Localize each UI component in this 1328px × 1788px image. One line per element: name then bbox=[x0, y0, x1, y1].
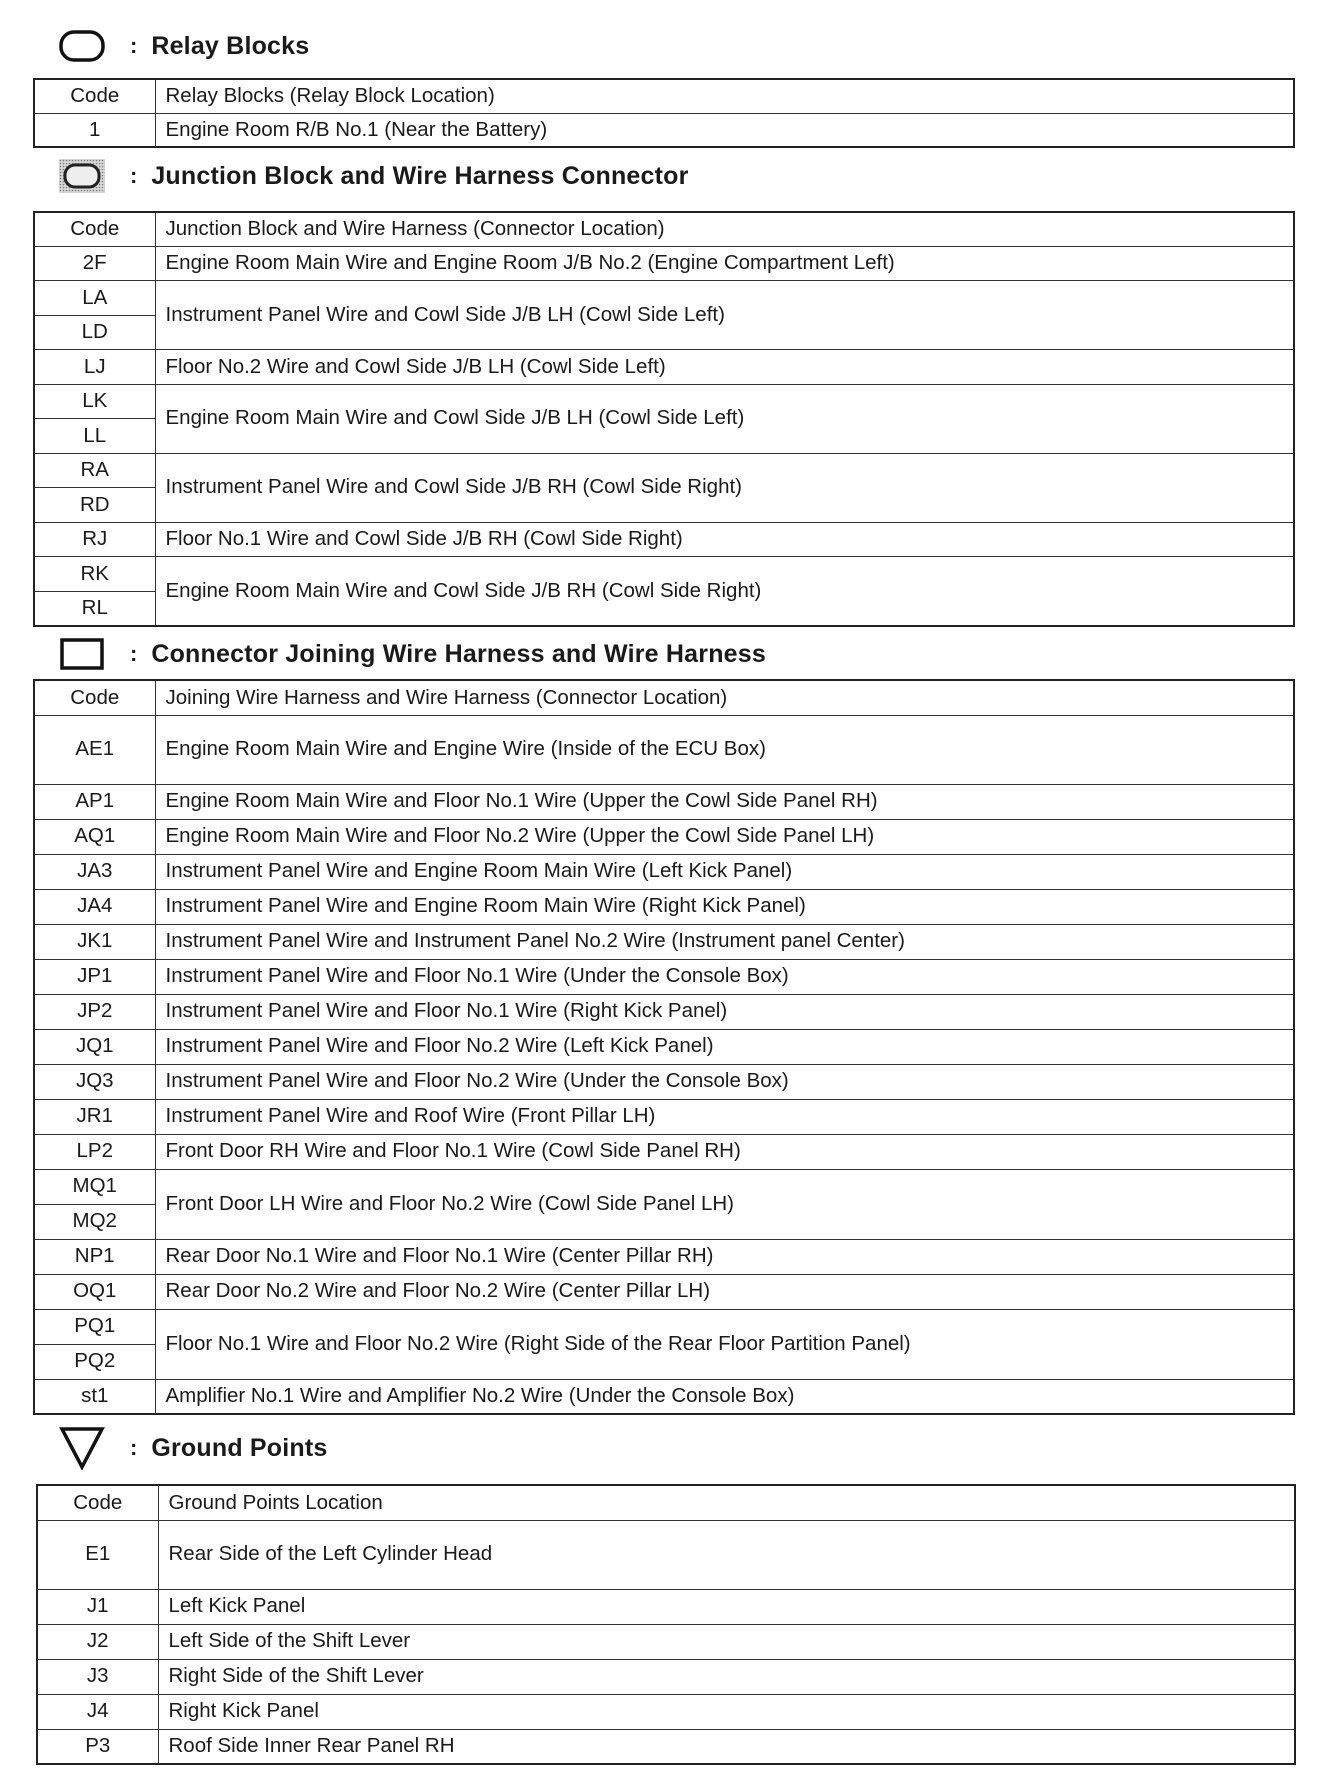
code-header: Code bbox=[34, 79, 155, 113]
table-row bbox=[34, 1134, 1294, 1169]
location-cell: Roof Side Inner Rear Panel RH bbox=[158, 1729, 1295, 1764]
code-cell: RK bbox=[34, 557, 155, 592]
table-row bbox=[34, 1274, 1294, 1309]
code-cell: LK bbox=[34, 384, 155, 419]
connector-icon bbox=[56, 632, 108, 676]
table-row bbox=[34, 522, 1294, 557]
code-header: Code bbox=[37, 1485, 158, 1520]
section-title: Ground Points bbox=[151, 1433, 328, 1462]
table-row bbox=[34, 959, 1294, 994]
code-header: Code bbox=[34, 212, 155, 246]
section-title: Connector Joining Wire Harness and Wire Harness bbox=[151, 639, 766, 668]
location-cell: Engine Room Main Wire and Engine Room J/B No.2 (Engine Compartment Left) bbox=[155, 246, 1294, 281]
table-header-row bbox=[34, 79, 1294, 113]
table-row bbox=[34, 384, 1294, 419]
location-cell: Instrument Panel Wire and Floor No.1 Wire (Under the Console Box) bbox=[155, 959, 1294, 994]
ground-points-heading bbox=[56, 1424, 328, 1472]
location-cell: Floor No.2 Wire and Cowl Side J/B LH (Cowl Side Left) bbox=[155, 350, 1294, 385]
location-cell: Left Side of the Shift Lever bbox=[158, 1624, 1295, 1659]
code-cell: J4 bbox=[37, 1694, 158, 1729]
code-cell: JQ3 bbox=[34, 1064, 155, 1099]
code-cell: st1 bbox=[34, 1379, 155, 1414]
code-cell: E1 bbox=[37, 1520, 158, 1589]
code-cell: MQ1 bbox=[34, 1169, 155, 1204]
location-cell: Engine Room Main Wire and Floor No.1 Wire (Upper the Cowl Side Panel RH) bbox=[155, 784, 1294, 819]
table-row bbox=[34, 994, 1294, 1029]
junction-block-table bbox=[33, 211, 1295, 627]
location-cell: Instrument Panel Wire and Engine Room Main Wire (Left Kick Panel) bbox=[155, 854, 1294, 889]
code-cell: AQ1 bbox=[34, 819, 155, 854]
location-cell: Instrument Panel Wire and Instrument Panel No.2 Wire (Instrument panel Center) bbox=[155, 924, 1294, 959]
junction-block-icon bbox=[56, 154, 108, 198]
code-cell: RA bbox=[34, 453, 155, 488]
location-cell: Left Kick Panel bbox=[158, 1589, 1295, 1624]
code-cell: PQ1 bbox=[34, 1309, 155, 1344]
location-cell: Instrument Panel Wire and Engine Room Main Wire (Right Kick Panel) bbox=[155, 889, 1294, 924]
table-row bbox=[37, 1520, 1295, 1589]
location-cell: Instrument Panel Wire and Cowl Side J/B RH (Cowl Side Right) bbox=[155, 453, 1294, 522]
location-cell: Floor No.1 Wire and Cowl Side J/B RH (Cowl Side Right) bbox=[155, 522, 1294, 557]
code-cell: P3 bbox=[37, 1729, 158, 1764]
code-cell: JA3 bbox=[34, 854, 155, 889]
table-header-row bbox=[34, 212, 1294, 246]
table-row bbox=[34, 113, 1294, 147]
table-row bbox=[34, 453, 1294, 488]
table-row bbox=[34, 281, 1294, 316]
location-cell: Engine Room Main Wire and Cowl Side J/B RH (Cowl Side Right) bbox=[155, 557, 1294, 626]
table-row bbox=[34, 246, 1294, 281]
ground-points-table bbox=[36, 1484, 1296, 1765]
location-cell: Instrument Panel Wire and Floor No.2 Wire (Left Kick Panel) bbox=[155, 1029, 1294, 1064]
code-cell: JK1 bbox=[34, 924, 155, 959]
table-row bbox=[37, 1729, 1295, 1764]
table-row bbox=[34, 1379, 1294, 1414]
table-row bbox=[34, 715, 1294, 784]
colon: : bbox=[130, 33, 138, 58]
code-cell: LL bbox=[34, 419, 155, 454]
section-title: Relay Blocks bbox=[151, 31, 310, 60]
code-cell: RJ bbox=[34, 522, 155, 557]
colon: : bbox=[130, 163, 138, 188]
location-header: Junction Block and Wire Harness (Connector Location) bbox=[155, 212, 1294, 246]
location-cell: Rear Side of the Left Cylinder Head bbox=[158, 1520, 1295, 1589]
code-cell: MQ2 bbox=[34, 1204, 155, 1239]
location-cell: Engine Room Main Wire and Floor No.2 Wire (Upper the Cowl Side Panel LH) bbox=[155, 819, 1294, 854]
code-cell: LD bbox=[34, 315, 155, 350]
code-cell: NP1 bbox=[34, 1239, 155, 1274]
code-cell: 2F bbox=[34, 246, 155, 281]
ground-point-icon bbox=[56, 1426, 108, 1470]
code-cell: JP1 bbox=[34, 959, 155, 994]
code-header: Code bbox=[34, 680, 155, 715]
table-row bbox=[34, 1029, 1294, 1064]
code-cell: 1 bbox=[34, 113, 155, 147]
relay-blocks-heading bbox=[56, 22, 309, 70]
table-row bbox=[34, 1309, 1294, 1344]
location-header: Joining Wire Harness and Wire Harness (Connector Location) bbox=[155, 680, 1294, 715]
code-cell: JP2 bbox=[34, 994, 155, 1029]
location-cell: Engine Room Main Wire and Cowl Side J/B LH (Cowl Side Left) bbox=[155, 384, 1294, 453]
section-title: Junction Block and Wire Harness Connector bbox=[151, 161, 689, 190]
code-cell: JQ1 bbox=[34, 1029, 155, 1064]
table-row bbox=[34, 1239, 1294, 1274]
location-cell: Instrument Panel Wire and Cowl Side J/B LH (Cowl Side Left) bbox=[155, 281, 1294, 350]
code-cell: LA bbox=[34, 281, 155, 316]
colon: : bbox=[130, 1435, 138, 1460]
code-cell: OQ1 bbox=[34, 1274, 155, 1309]
table-header-row bbox=[34, 680, 1294, 715]
location-cell: Front Door RH Wire and Floor No.1 Wire (Cowl Side Panel RH) bbox=[155, 1134, 1294, 1169]
table-row bbox=[34, 924, 1294, 959]
code-cell: LJ bbox=[34, 350, 155, 385]
location-cell: Floor No.1 Wire and Floor No.2 Wire (Right Side of the Rear Floor Partition Panel) bbox=[155, 1309, 1294, 1379]
location-cell: Engine Room R/B No.1 (Near the Battery) bbox=[155, 113, 1294, 147]
location-cell: Instrument Panel Wire and Roof Wire (Front Pillar LH) bbox=[155, 1099, 1294, 1134]
junction-block-heading bbox=[56, 152, 689, 200]
code-cell: LP2 bbox=[34, 1134, 155, 1169]
table-row bbox=[37, 1589, 1295, 1624]
location-cell: Front Door LH Wire and Floor No.2 Wire (Cowl Side Panel LH) bbox=[155, 1169, 1294, 1239]
location-header: Ground Points Location bbox=[158, 1485, 1295, 1520]
table-row bbox=[34, 1099, 1294, 1134]
table-header-row bbox=[37, 1485, 1295, 1520]
connector-table bbox=[33, 679, 1295, 1415]
location-cell: Instrument Panel Wire and Floor No.1 Wire (Right Kick Panel) bbox=[155, 994, 1294, 1029]
location-cell: Right Kick Panel bbox=[158, 1694, 1295, 1729]
code-cell: J1 bbox=[37, 1589, 158, 1624]
connector-heading bbox=[56, 630, 766, 678]
code-cell: JR1 bbox=[34, 1099, 155, 1134]
location-cell: Engine Room Main Wire and Engine Wire (Inside of the ECU Box) bbox=[155, 715, 1294, 784]
table-row bbox=[34, 1064, 1294, 1099]
table-row bbox=[37, 1694, 1295, 1729]
location-cell: Amplifier No.1 Wire and Amplifier No.2 Wire (Under the Console Box) bbox=[155, 1379, 1294, 1414]
relay-blocks-table bbox=[33, 78, 1295, 148]
code-cell: PQ2 bbox=[34, 1344, 155, 1379]
relay-block-icon bbox=[56, 24, 108, 68]
code-cell: J3 bbox=[37, 1659, 158, 1694]
code-cell: JA4 bbox=[34, 889, 155, 924]
table-row bbox=[34, 1169, 1294, 1204]
code-cell: J2 bbox=[37, 1624, 158, 1659]
table-row bbox=[34, 350, 1294, 385]
table-row bbox=[34, 854, 1294, 889]
location-cell: Right Side of the Shift Lever bbox=[158, 1659, 1295, 1694]
table-row bbox=[37, 1624, 1295, 1659]
location-cell: Rear Door No.2 Wire and Floor No.2 Wire (Center Pillar LH) bbox=[155, 1274, 1294, 1309]
code-cell: AE1 bbox=[34, 715, 155, 784]
location-cell: Rear Door No.1 Wire and Floor No.1 Wire (Center Pillar RH) bbox=[155, 1239, 1294, 1274]
location-header: Relay Blocks (Relay Block Location) bbox=[155, 79, 1294, 113]
code-cell: AP1 bbox=[34, 784, 155, 819]
table-row bbox=[34, 889, 1294, 924]
table-row bbox=[34, 784, 1294, 819]
code-cell: RL bbox=[34, 591, 155, 626]
table-row bbox=[34, 557, 1294, 592]
table-row bbox=[37, 1659, 1295, 1694]
table-row bbox=[34, 819, 1294, 854]
colon: : bbox=[130, 641, 138, 666]
code-cell: RD bbox=[34, 488, 155, 523]
location-cell: Instrument Panel Wire and Floor No.2 Wire (Under the Console Box) bbox=[155, 1064, 1294, 1099]
